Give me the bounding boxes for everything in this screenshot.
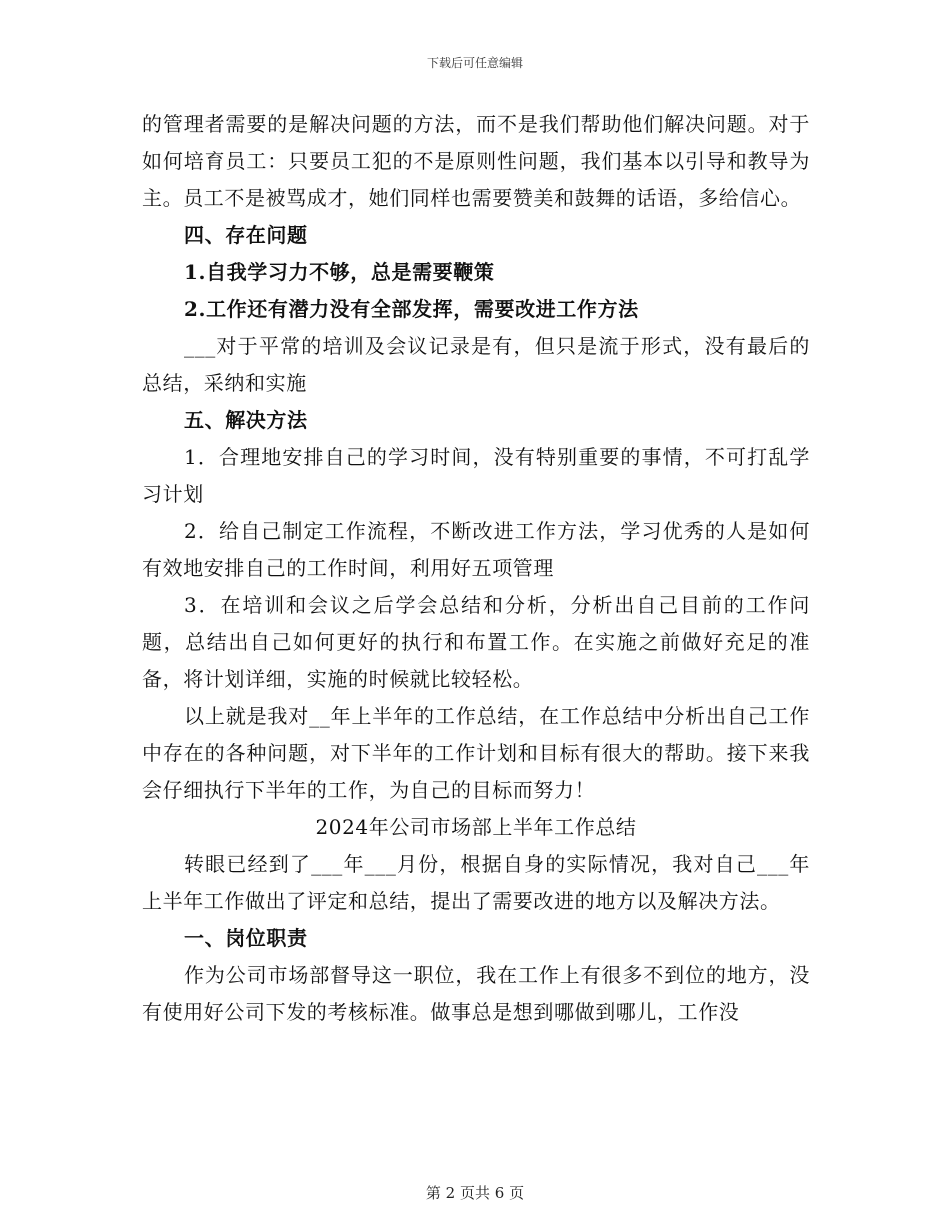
paragraph-job-duties: 作为公司市场部督导这一职位，我在工作上有很多不到位的地方，没有使用好公司下发的考核标准。做事总是想到哪做到哪儿，工作没 [142,963,810,1024]
page-header: 下载后可任意编辑 [426,56,523,70]
solution-item-1: 1．合理地安排自己的学习时间，没有特别重要的事情，不可打乱学习计划 [142,445,810,506]
page-footer: 第 2 页共 6 页 [425,1184,525,1202]
problem-item-1: 1.自我学习力不够，总是需要鞭策 [184,260,495,284]
heading-existing-problems: 四、存在问题 [184,223,308,247]
problem-item-2: 2.工作还有潜力没有全部发挥，需要改进工作方法 [184,297,639,321]
paragraph-management-continuation: 的管理者需要的是解决问题的方法，而不是我们帮助他们解决问题。对于如何培育员工：只要员工犯的不是原则性问题，我们基本以引导和教导为主。员工不是被骂成才，她们同样也需要赞美和鼓舞的话语，多给信心。 [142,112,810,210]
solution-item-3: 3．在培训和会议之后学会总结和分析，分析出自己目前的工作问题，总结出自己如何更好的执行和布置工作。在实施之前做好充足的准备，将计划详细，实施的时候就比较轻松。 [142,593,810,691]
paragraph-conclusion: 以上就是我对__年上半年的工作总结，在工作总结中分析出自己工作中存在的各种问题，对下半年的工作计划和目标有很大的帮助。接下来我会仔细执行下半年的工作，为自己的目标而努力！ [142,704,810,802]
document-body [142,106,810,1031]
paragraph-intro: 转眼已经到了___年___月份，根据自身的实际情况，我对自己___年上半年工作做出了评定和总结，提出了需要改进的地方以及解决方法。 [142,852,810,913]
heading-solutions: 五、解决方法 [184,408,308,432]
paragraph-training-records: ___对于平常的培训及会议记录是有，但只是流于形式，没有最后的总结，采纳和实施 [142,334,810,395]
heading-job-duties: 一、岗位职责 [184,926,308,950]
solution-item-2: 2．给自己制定工作流程，不断改进工作方法，学习优秀的人是如何有效地安排自己的工作时间，利用好五项管理 [142,519,810,580]
document-title: 2024年公司市场部上半年工作总结 [315,815,637,839]
